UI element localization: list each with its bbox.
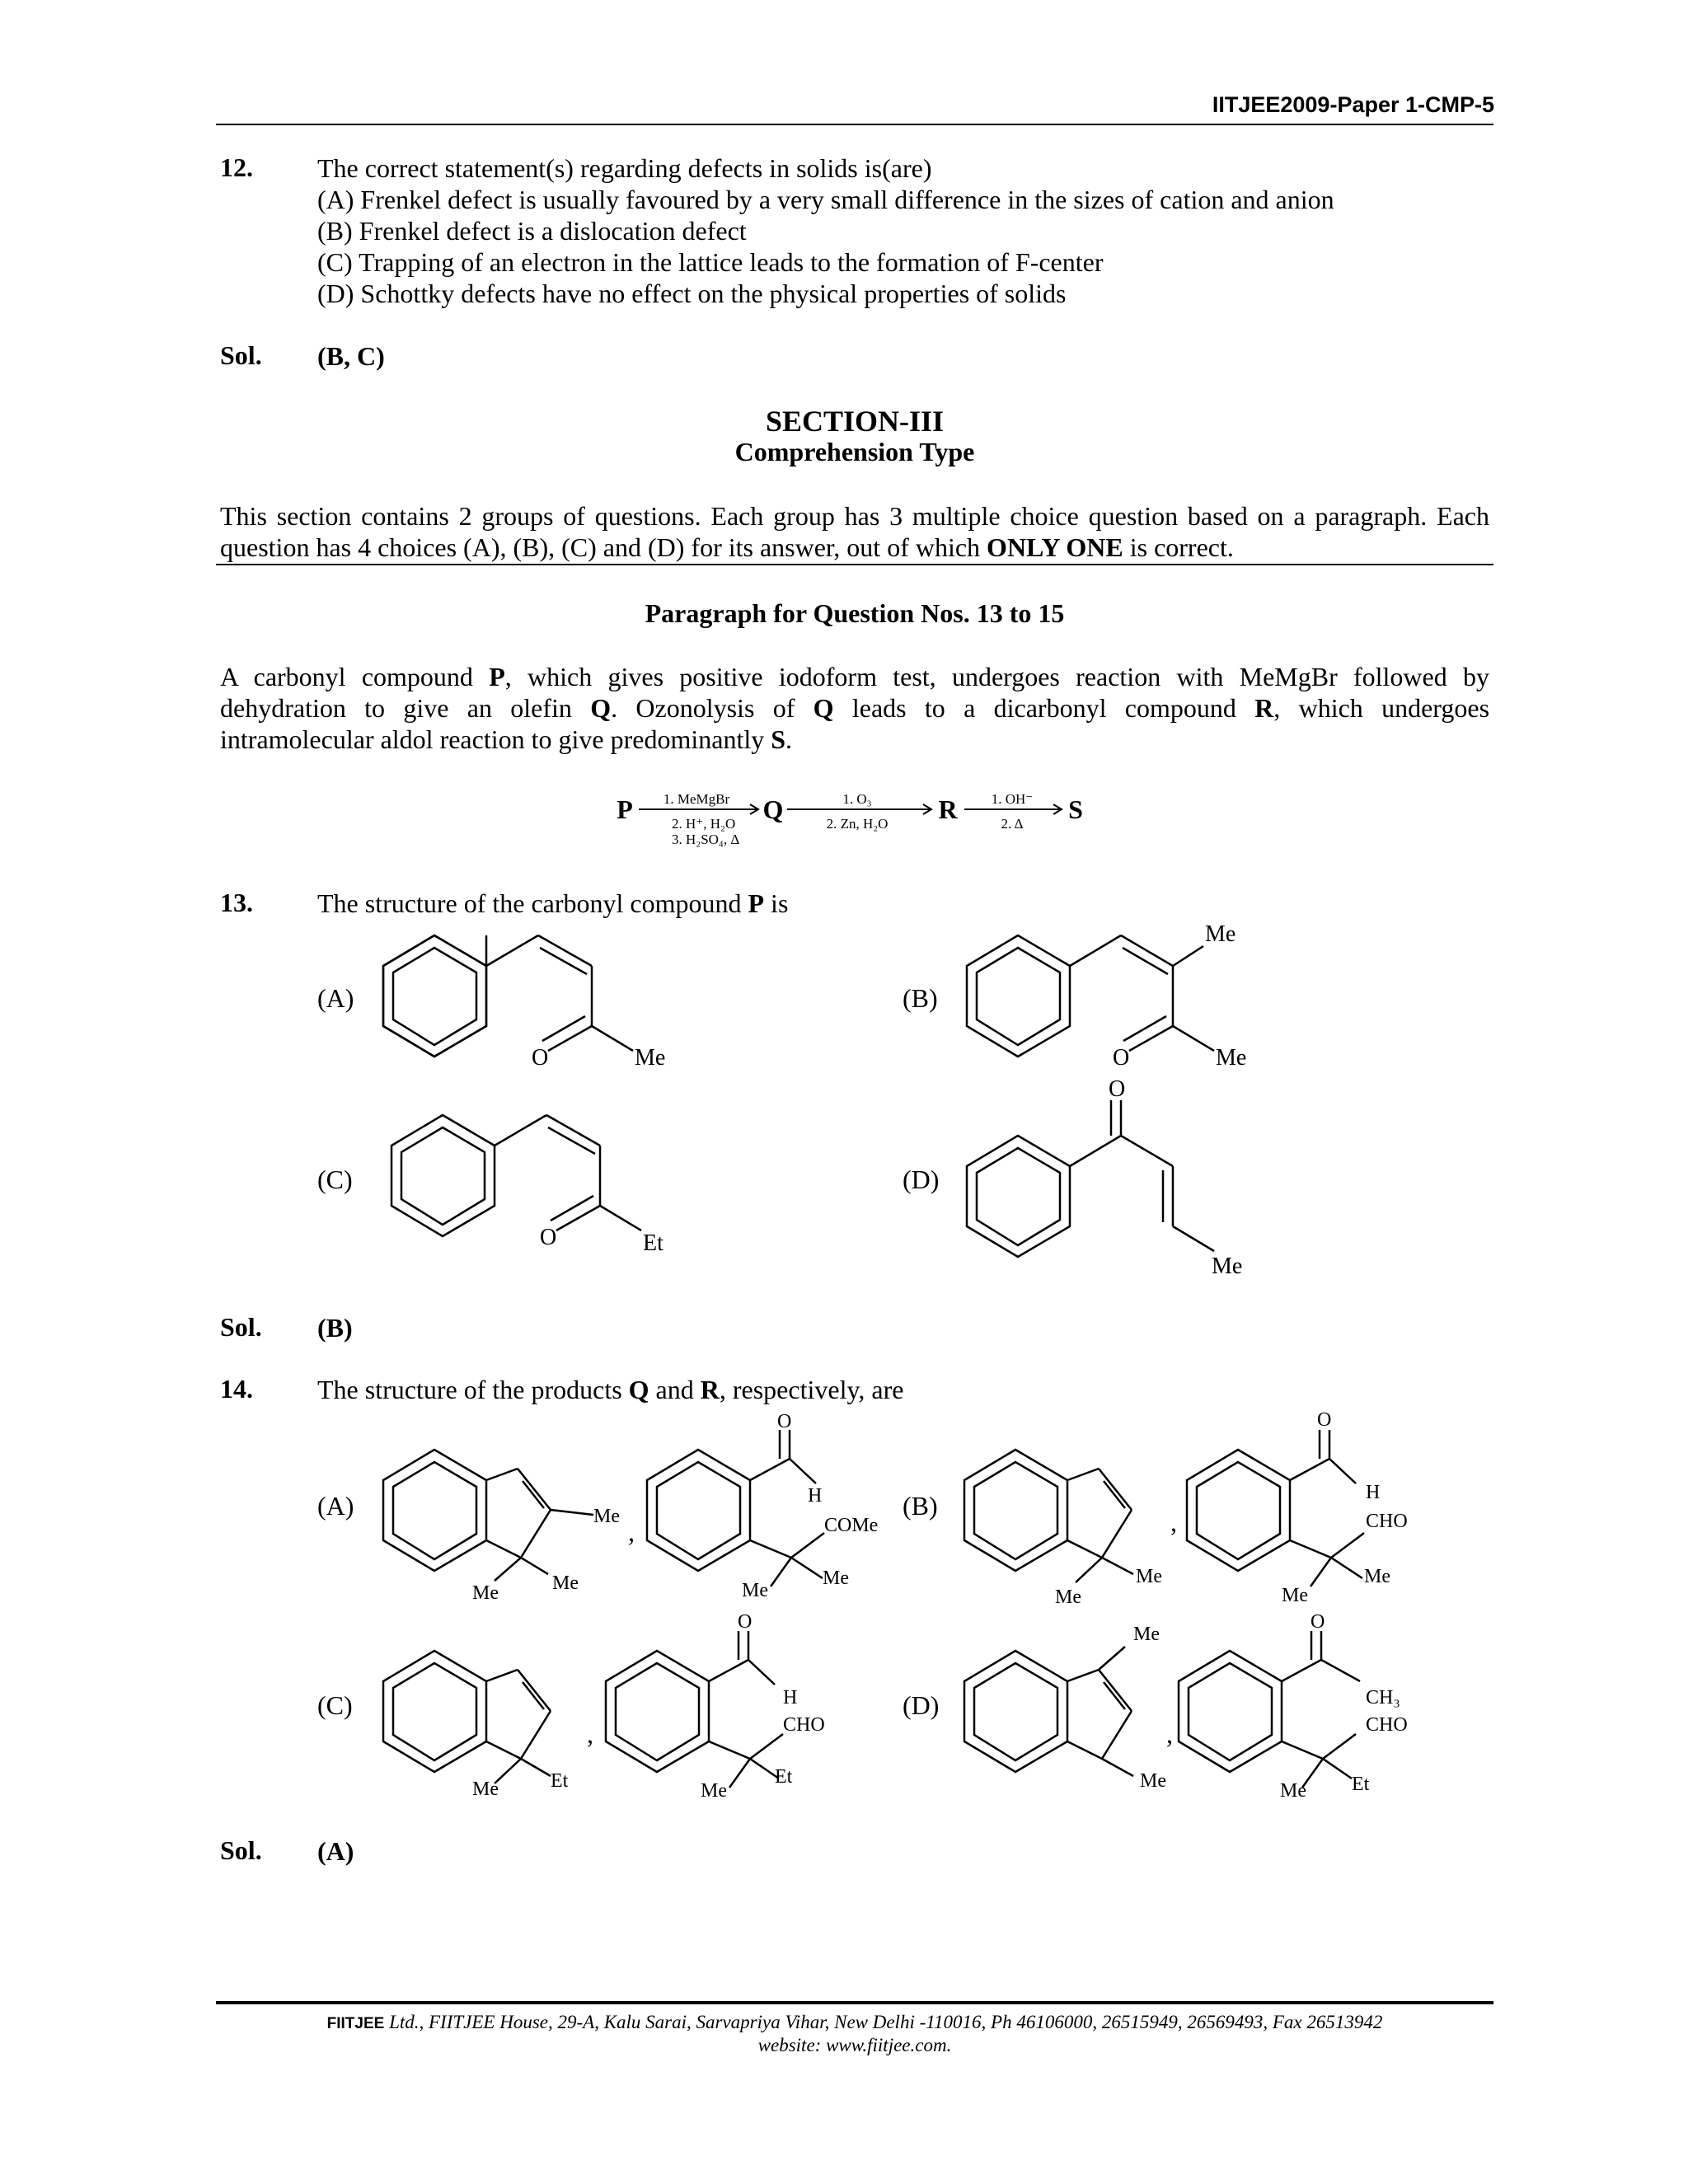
atom-me: Me: [1280, 1780, 1306, 1802]
structure-13d: [967, 1100, 1214, 1257]
atom-o: O: [540, 1225, 557, 1250]
atom-h: H: [1366, 1482, 1381, 1503]
atom-o: O: [1109, 1076, 1126, 1102]
structure-14c-q: [383, 1651, 551, 1783]
q14-label-d: (D): [903, 1690, 940, 1720]
atom-me: Me: [1205, 921, 1236, 947]
atom-cho: CHO: [1366, 1511, 1408, 1532]
paragraph-heading: Paragraph for Question Nos. 13 to 15: [645, 598, 1065, 628]
q14-label-b: (B): [903, 1491, 938, 1521]
scheme-arrow2-reagent-1: 1. O₃: [842, 791, 872, 807]
q12-option-d: (D) Schottky defects have no effect on the physical properties of solids: [317, 279, 1067, 308]
q13-sol-answer: (B): [317, 1313, 353, 1343]
atom-et: Et: [551, 1770, 569, 1792]
q13-number: 13.: [220, 888, 253, 917]
q12-sol-answer: (B, C): [317, 341, 385, 371]
atom-me: Me: [1282, 1585, 1308, 1606]
q12-stem: The correct statement(s) regarding defects in solids is(are): [317, 153, 932, 183]
atom-me: Me: [1136, 1566, 1162, 1587]
structure-13a: [383, 935, 633, 1057]
atom-me: Me: [823, 1568, 849, 1589]
atom-me: Me: [1055, 1586, 1081, 1608]
q14-sol-answer: (A): [317, 1836, 354, 1866]
atom-me: Me: [1216, 1045, 1247, 1071]
scheme-s: S: [1068, 794, 1083, 824]
scheme-q: Q: [762, 794, 784, 824]
fiitjee-logo: FIITJEE: [326, 2015, 385, 2032]
atom-o: O: [777, 1411, 792, 1432]
atom-o: O: [532, 1045, 549, 1071]
paragraph-line-1: A carbonyl compound P, which gives positive iodoform test, undergoes reaction with MeMgBr followed by: [220, 662, 1489, 691]
atom-me: Me: [1364, 1566, 1390, 1587]
scheme-arrow1-reagent-3: 3. H₂SO₄, Δ: [672, 832, 740, 847]
scheme-arrow1-reagent-2: 2. H⁺, H₂O: [672, 816, 736, 832]
q14-sol-label: Sol.: [220, 1835, 262, 1865]
atom-cho: CHO: [1366, 1714, 1408, 1736]
atom-o: O: [738, 1611, 753, 1633]
structure-13c: [392, 1115, 641, 1236]
q13-sol-label: Sol.: [220, 1312, 262, 1342]
paragraph-line-2: dehydration to give an olefin Q. Ozonolysis of Q leads to a dicarbonyl compound R, which undergoes: [220, 693, 1490, 723]
atom-me: Me: [472, 1779, 499, 1800]
structure-14b-r: [1187, 1430, 1364, 1586]
structure-14c-r: [606, 1631, 783, 1788]
atom-o: O: [1311, 1611, 1325, 1633]
atom-et: Et: [775, 1766, 793, 1788]
q12-number: 12.: [220, 152, 253, 182]
scheme-arrow3-reagent-1: 1. OH⁻: [991, 791, 1034, 807]
structure-13b: [967, 935, 1214, 1057]
atom-me: Me: [552, 1572, 579, 1594]
q14-number: 14.: [220, 1374, 253, 1404]
structure-14b-q: [964, 1450, 1133, 1582]
only-one-emphasis: ONLY ONE: [987, 532, 1123, 562]
comma: ,: [628, 1517, 635, 1547]
structure-14d-r: [1179, 1631, 1360, 1788]
atom-h: H: [808, 1485, 823, 1507]
comma: ,: [587, 1719, 593, 1749]
atom-h: H: [783, 1687, 798, 1708]
footer-address: FIITJEE Ltd., FIITJEE House, 29-A, Kalu Sarai, Sarvapriya Vihar, New Delhi -110016, Ph 46106000, 26515949, 26569493, Fax 26513942: [326, 2012, 1383, 2032]
comma: ,: [1170, 1507, 1177, 1537]
q13-label-d: (D): [903, 1165, 940, 1194]
footer-rule: [216, 2001, 1493, 2004]
scheme-p: P: [617, 794, 633, 824]
structure-14a-r: [647, 1430, 824, 1586]
scheme-arrow3-reagent-2: 2. Δ: [1001, 816, 1024, 832]
q13-stem: The structure of the carbonyl compound P is: [317, 888, 789, 918]
q12-sol-label: Sol.: [220, 340, 262, 370]
q13-label-a: (A): [317, 983, 354, 1013]
atom-et: Et: [643, 1230, 663, 1256]
section-subtitle: Comprehension Type: [734, 437, 975, 466]
atom-o: O: [1113, 1045, 1130, 1071]
atom-me: Me: [742, 1580, 768, 1601]
instructions-line-1: This section contains 2 groups of questions. Each group has 3 multiple choice question based on a paragraph. Each: [220, 501, 1489, 531]
page-header-ref: IITJEE2009-Paper 1-CMP-5: [1212, 92, 1494, 117]
comma: ,: [1166, 1719, 1173, 1749]
atom-ch3: CH₃: [1366, 1687, 1400, 1708]
q14-label-c: (C): [317, 1690, 353, 1720]
q14-stem: The structure of the products Q and R, respectively, are: [317, 1375, 904, 1404]
atom-me: Me: [701, 1780, 727, 1802]
atom-et: Et: [1352, 1774, 1370, 1795]
atom-me: Me: [1133, 1624, 1160, 1645]
atom-o: O: [1317, 1409, 1332, 1431]
q13-label-c: (C): [317, 1165, 353, 1194]
paragraph-line-3: intramolecular aldol reaction to give predominantly S.: [220, 724, 793, 754]
footer-website: website: www.fiitjee.com.: [757, 2035, 952, 2055]
atom-me: Me: [1140, 1770, 1166, 1792]
structure-14a-q: [383, 1450, 593, 1581]
atom-me: Me: [472, 1582, 499, 1604]
atom-come: COMe: [824, 1515, 879, 1536]
scheme-r: R: [938, 794, 958, 824]
q14-label-a: (A): [317, 1491, 354, 1521]
atom-me: Me: [593, 1506, 620, 1527]
atom-me: Me: [635, 1045, 666, 1071]
atom-me: Me: [1212, 1254, 1243, 1279]
structure-14d-q: [964, 1647, 1133, 1776]
scheme-arrow1-reagent-1: 1. MeMgBr: [663, 791, 730, 807]
instructions-line-2: question has 4 choices (A), (B), (C) and (D) for its answer, out of which ONLY ONE is correct.: [220, 532, 1234, 562]
q13-label-b: (B): [903, 983, 938, 1013]
q12-option-a: (A) Frenkel defect is usually favoured by a very small difference in the sizes of cation and anion: [317, 185, 1334, 214]
q12-option-c: (C) Trapping of an electron in the lattice leads to the formation of F-center: [317, 247, 1104, 277]
q12-option-b: (B) Frenkel defect is a dislocation defect: [317, 216, 747, 246]
section-title: SECTION-III: [765, 405, 945, 438]
atom-cho: CHO: [783, 1714, 825, 1736]
scheme-arrow2-reagent-2: 2. Zn, H₂O: [826, 816, 889, 832]
